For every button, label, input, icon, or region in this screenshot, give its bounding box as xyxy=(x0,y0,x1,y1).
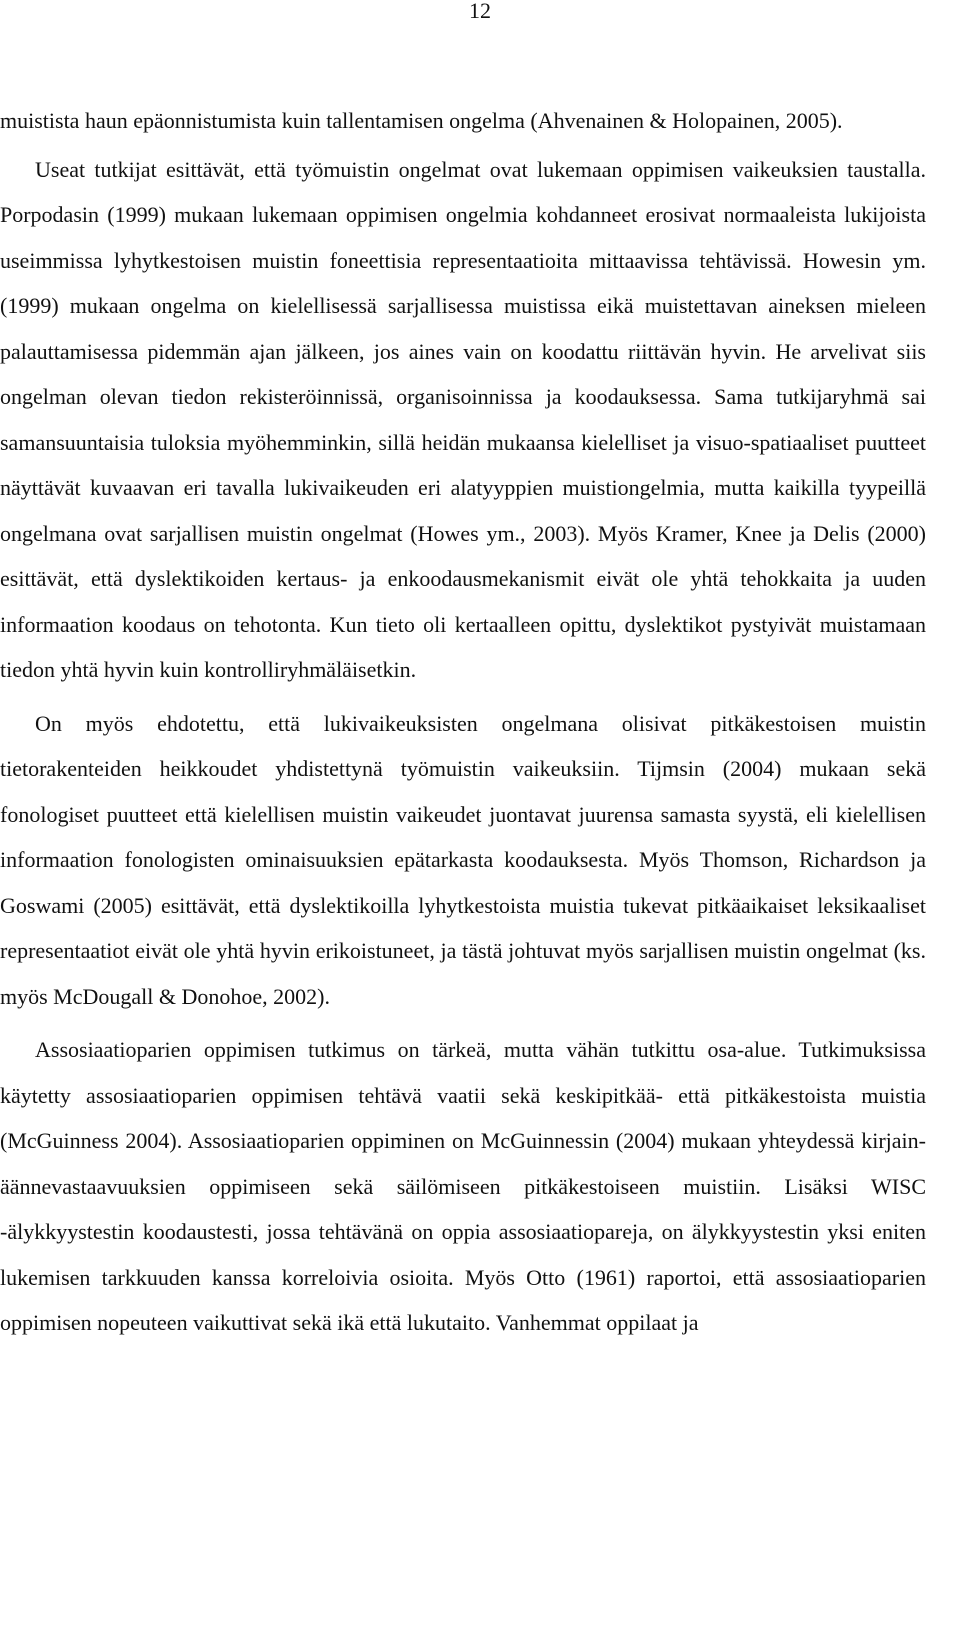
paragraph-working-memory: Useat tutkijat esittävät, että työmuistin ongelmat ovat lukemaan oppimisen vaikeuksien taustalla. Porpodasin (1999) mukaan lukemaan oppimisen ongelmia kohdanneet erosivat normaaleista lukijoista useimmissa lyhytkestoisen muistin foneettisia representaatioita mittaavissa tehtävissä. Howesin ym. (1999) mukaan ongelma on kielellisessä sarjallisessa muistissa eikä muistettavan aineksen mieleen palauttamisessa pidemmän ajan jälkeen, jos aines vain on koodattu riittävän hyvin. He arvelivat siis ongelman olevan tiedon rekisteröinnissä, organisoinnissa ja koodauksessa. Sama tutkijaryhmä sai samansuuntaisia tuloksia myöhemminkin, sillä heidän mukaansa kielelliset ja visuo-spatiaaliset puutteet näyttävät kuvaavan eri tavalla lukivaikeuden eri alatyyppien muistiongelmia, mutta kaikilla tyypeillä ongelmana ovat sarjallisen muistin ongelmat (Howes ym., 2003). Myös Kramer, Knee ja Delis (2000) esittävät, että dyslektikoiden kertaus- ja enkoodausmekanismit eivät ole yhtä tehokkaita ja uuden informaation koodaus on tehotonta. Kun tieto oli kertaalleen opittu, dyslektikot pystyivät muistamaan tiedon yhtä hyvin kuin kontrolliryhmäläisetkin. xyxy=(0,156,926,682)
paragraph-continuation: muistista haun epäonnistumista kuin tallentamisen ongelma (Ahvenainen & Holopainen, 2005). xyxy=(0,108,843,133)
paragraph-long-term-memory: On myös ehdotettu, että lukivaikeuksisten ongelmana olisivat pitkäkestoisen muistin tietorakenteiden heikkoudet yhdistettynä työmuistin vaikeuksiin. Tijmsin (2004) mukaan sekä fonologiset puutteet että kielellisen muistin vaikeudet juontavat juurensa samasta syystä, eli kielellisen informaation fonologisten ominaisuuksien epätarkasta koodauksesta. Myös Thomson, Richardson ja Goswami (2005) esittävät, että dyslektikoilla lyhytkestoista muistia tukevat pitkäaikaiset leksikaaliset representaatiot eivät ole yhtä hyvin erikoistuneet, ja tästä johtuvat myös sarjallisen muistin ongelmat (ks. myös McDougall & Donohoe, 2002). xyxy=(0,710,926,1009)
document-body xyxy=(0,98,926,1346)
page-number: 12 xyxy=(469,0,491,23)
paragraph-paired-associates: Assosiaatioparien oppimisen tutkimus on tärkeä, mutta vähän tutkittu osa-alue. Tutkimuksissa käytetty assosiaatioparien oppimisen tehtävä vaatii sekä keskipitkää- että pitkäkestoista muistia (McGuinness 2004). Assosiaatioparien oppiminen on McGuinnessin (2004) mukaan yhteydessä kirjain-äännevastaavuuksien oppimiseen sekä säilömiseen pitkäkestoiseen muistiin. Lisäksi WISC -älykkyystestin koodaustesti, jossa tehtävänä on oppia assosiaatiopareja, on älykkyystestin yksi eniten lukemisen tarkkuuden kanssa korreloivia osioita. Myös Otto (1961) raportoi, että assosiaatioparien oppimisen nopeuteen vaikuttivat sekä ikä että lukutaito. Vanhemmat oppilaat ja xyxy=(0,1037,926,1335)
